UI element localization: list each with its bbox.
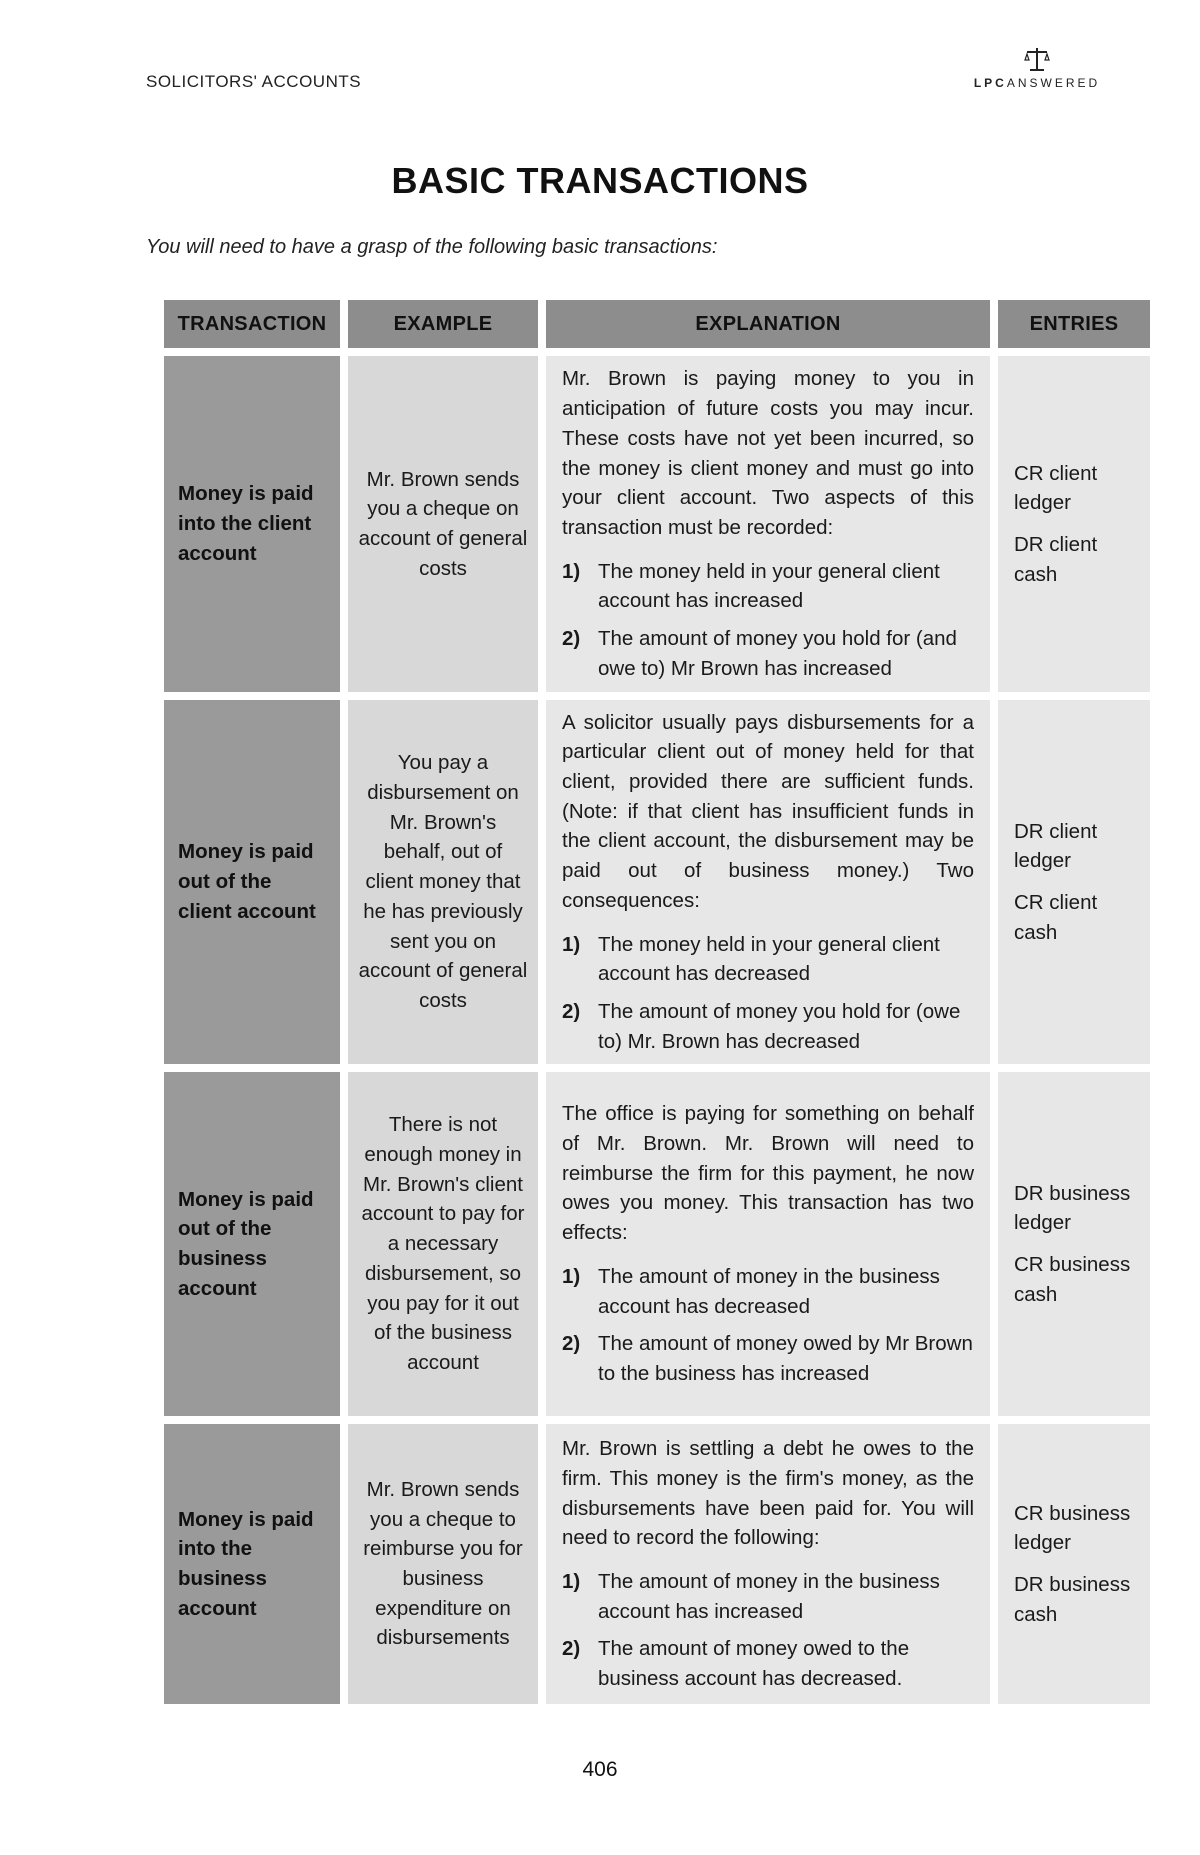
header-explanation: EXPLANATION: [546, 300, 990, 348]
example-cell: Mr. Brown sends you a cheque on account of general costs: [348, 356, 538, 692]
header-transaction: TRANSACTION: [164, 300, 340, 348]
explanation-points: [562, 549, 974, 684]
page-number: 406: [582, 1758, 618, 1781]
explanation-cell: [546, 1424, 990, 1704]
entries-cell: [998, 1424, 1150, 1704]
entries-cell: [998, 356, 1150, 692]
explanation-text: Mr. Brown is settling a debt he owes to the firm. This money is the firm's money, as the disbursements have been paid for. You will need to record the following:: [562, 1437, 974, 1550]
example-cell: You pay a disbursement on Mr. Brown's behalf, out of client money that he has previously sent you on account of general costs: [348, 700, 538, 1064]
transaction-cell: Money is paid into the client account: [164, 356, 340, 692]
transaction-cell: Money is paid out of the business account: [164, 1072, 340, 1416]
explanation-point: 2) The amount of money owed by Mr Brown to the business has increased: [562, 1332, 973, 1386]
entry: DR client ledger: [1014, 819, 1098, 873]
example-cell: There is not enough money in Mr. Brown's client account to pay for a necessary disbursement, so you pay for it out of the business account: [348, 1072, 538, 1416]
explanation-cell: [546, 356, 990, 692]
publisher-logo: [972, 46, 1102, 90]
example-cell: Mr. Brown sends you a cheque to reimburse you for business expenditure on disbursements: [348, 1424, 538, 1704]
entry: CR business ledger: [1014, 1501, 1131, 1555]
scales-of-justice-icon: [1022, 46, 1052, 74]
explanation-points: [562, 922, 974, 1057]
entry: CR client cash: [1014, 891, 1098, 944]
logo-text: LPCANSWERED: [973, 76, 1101, 90]
explanation-points: [562, 1254, 974, 1389]
explanation-point: 1) The amount of money in the business account has decreased: [562, 1264, 940, 1318]
transactions-table: [164, 300, 1132, 1704]
entry: DR client cash: [1014, 533, 1098, 586]
header-entries: ENTRIES: [998, 300, 1150, 348]
explanation-cell: [546, 700, 990, 1064]
intro-text: You will need to have a grasp of the following basic transactions:: [146, 236, 718, 258]
explanation-text: A solicitor usually pays disbursements for a particular client out of money held for that client, provided there are sufficient funds. (Note: if that client has insufficient funds in the client account, the disbursement may be paid out of business money.) Two consequences:: [562, 710, 974, 912]
explanation-point: 2) The amount of money you hold for (and owe to) Mr Brown has increased: [562, 627, 957, 680]
explanation-text: The office is paying for something on behalf of Mr. Brown. Mr. Brown will need to reimburse the firm for this payment, he now owes you money. This transaction has two effects:: [562, 1102, 974, 1245]
page-title: BASIC TRANSACTIONS: [391, 160, 809, 201]
explanation-point: 1) The money held in your general client account has increased: [562, 559, 940, 613]
transaction-cell: Money is paid out of the client account: [164, 700, 340, 1064]
entry: CR client ledger: [1014, 461, 1098, 515]
explanation-cell: [546, 1072, 990, 1416]
explanation-point: 1) The money held in your general client account has decreased: [562, 932, 940, 986]
transaction-cell: Money is paid into the business account: [164, 1424, 340, 1704]
running-header: SOLICITORS' ACCOUNTS: [146, 72, 362, 91]
explanation-point: 2) The amount of money you hold for (owe to) Mr. Brown has decreased: [562, 1000, 961, 1053]
explanation-text: Mr. Brown is paying money to you in anticipation of future costs you may incur. These costs have not yet been incurred, so the money is client money and must go into your client account. Two aspects of this transaction must be recorded:: [562, 367, 974, 539]
entry: DR business cash: [1014, 1573, 1131, 1626]
explanation-point: 2) The amount of money owed to the business account has decreased.: [562, 1637, 910, 1691]
explanation-points: [562, 1559, 974, 1694]
entry: CR business cash: [1014, 1253, 1131, 1306]
explanation-point: 1) The amount of money in the business account has increased: [562, 1570, 940, 1623]
entry: DR business ledger: [1014, 1181, 1131, 1235]
entries-cell: [998, 700, 1150, 1064]
header-example: EXAMPLE: [348, 300, 538, 348]
entries-cell: [998, 1072, 1150, 1416]
